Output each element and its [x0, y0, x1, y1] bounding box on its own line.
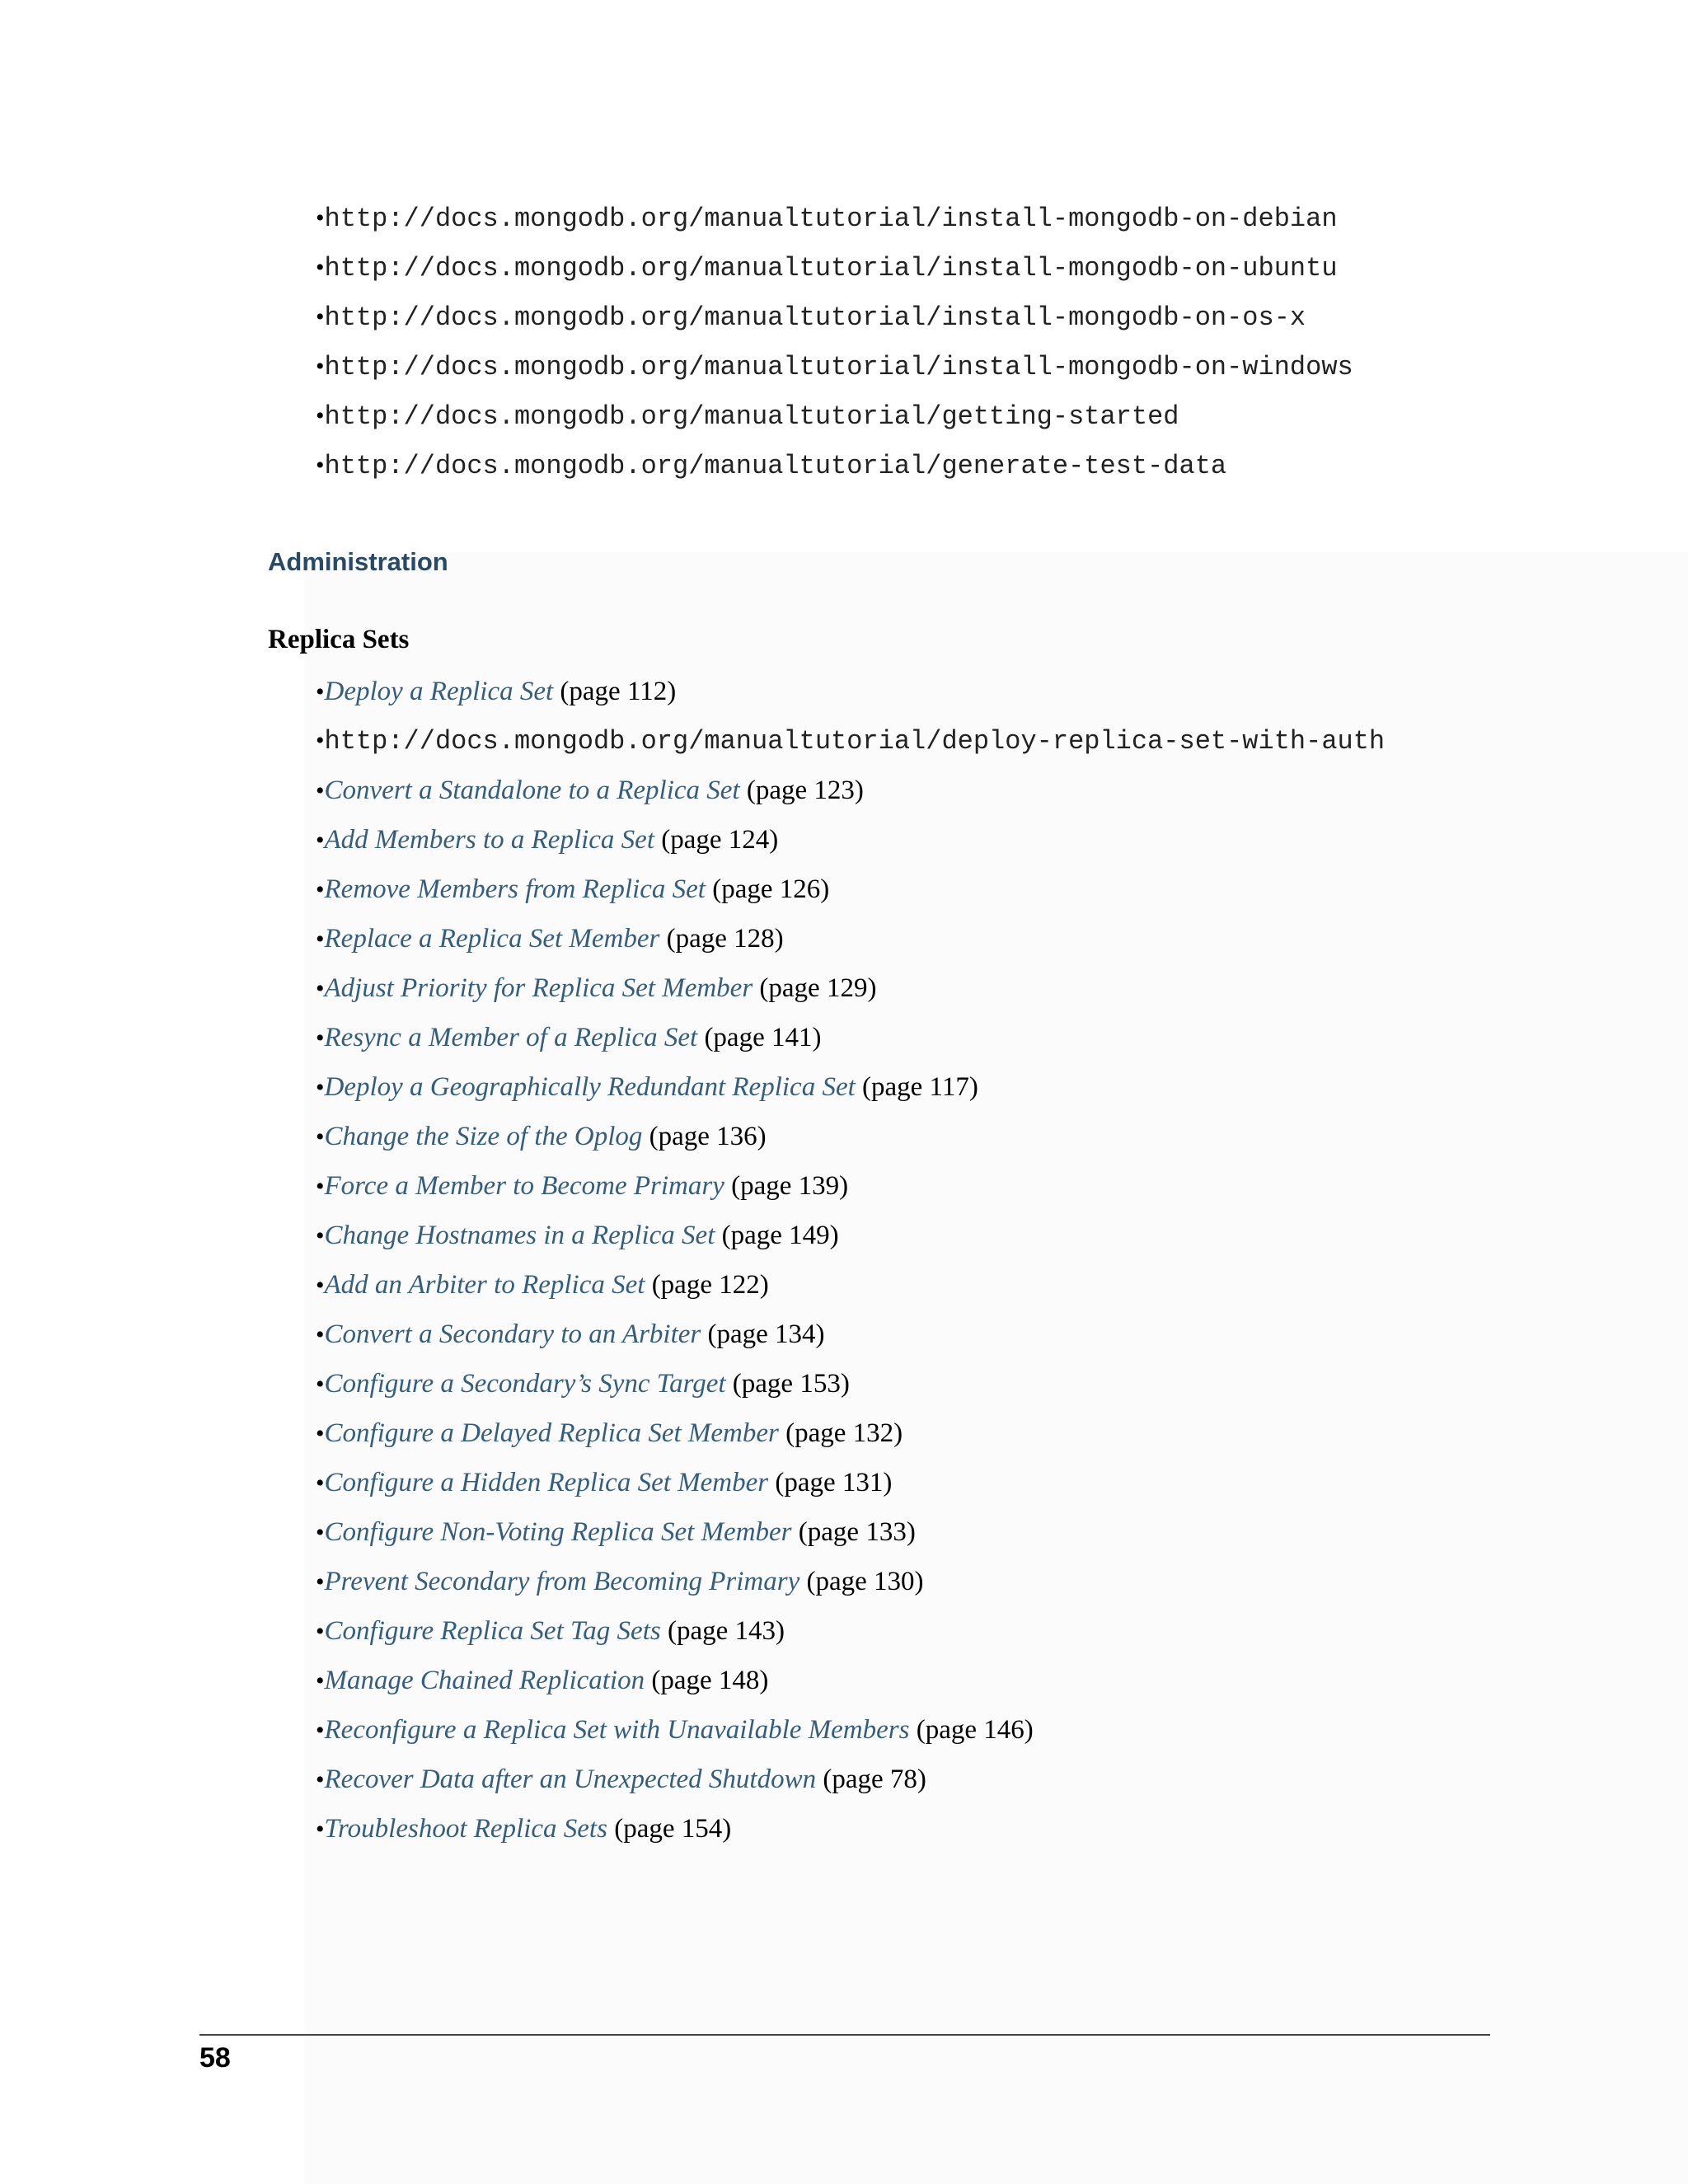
- page-reference: (page 128): [659, 924, 784, 954]
- install-link[interactable]: http://docs.mongodb.org/manualtutorial/generate-test-data: [324, 451, 1227, 481]
- page-reference: (page 154): [607, 1814, 732, 1844]
- bullet: •: [316, 402, 325, 429]
- install-link-list: [316, 199, 1353, 496]
- list-item: [316, 1464, 1385, 1513]
- list-item: [316, 348, 1353, 397]
- bullet: •: [316, 1173, 325, 1200]
- list-item: [316, 870, 1385, 920]
- tutorial-link[interactable]: Remove Members from Replica Set: [324, 874, 706, 904]
- tutorial-link[interactable]: Configure a Secondary’s Sync Target: [324, 1369, 726, 1399]
- list-item: [316, 1661, 1385, 1711]
- bullet: •: [316, 777, 325, 804]
- bullet: •: [316, 1766, 325, 1793]
- list-item: [316, 1315, 1385, 1365]
- page-reference: (page 123): [739, 776, 864, 805]
- tutorial-link[interactable]: Configure a Hidden Replica Set Member: [324, 1468, 769, 1497]
- tutorial-link[interactable]: Deploy a Replica Set: [324, 677, 554, 706]
- list-item: [316, 1414, 1385, 1464]
- list-item: [316, 920, 1385, 969]
- list-item: [316, 1068, 1385, 1118]
- list-item: [316, 447, 1353, 496]
- page-reference: (page 148): [645, 1666, 769, 1695]
- bullet: •: [316, 1568, 325, 1596]
- list-item: [316, 397, 1353, 447]
- bullet: •: [316, 1123, 325, 1151]
- bullet: •: [316, 727, 325, 754]
- list-item: [316, 1118, 1385, 1167]
- page-reference: (page 153): [725, 1369, 850, 1399]
- page-reference: (page 134): [701, 1319, 825, 1349]
- bullet: •: [316, 1816, 325, 1843]
- list-item: [316, 771, 1385, 821]
- bullet: •: [316, 1074, 325, 1101]
- list-item: [316, 1266, 1385, 1315]
- bullet: •: [316, 827, 325, 854]
- page-reference: (page 78): [816, 1765, 926, 1794]
- tutorial-link[interactable]: Add an Arbiter to Replica Set: [324, 1270, 645, 1300]
- tutorial-link[interactable]: Force a Member to Become Primary: [324, 1171, 724, 1201]
- bullet: •: [316, 254, 325, 281]
- list-item: [316, 1612, 1385, 1661]
- tutorial-link[interactable]: Convert a Standalone to a Replica Set: [324, 776, 740, 805]
- bullet: •: [316, 975, 325, 1002]
- tutorial-link[interactable]: Resync a Member of a Replica Set: [324, 1023, 698, 1052]
- tutorial-link[interactable]: Replace a Replica Set Member: [324, 924, 660, 954]
- page-reference: (page 122): [645, 1270, 769, 1300]
- bullet: •: [316, 1272, 325, 1299]
- tutorial-link[interactable]: Troubleshoot Replica Sets: [324, 1814, 607, 1844]
- list-item: [316, 673, 1385, 722]
- list-item: [316, 1019, 1385, 1068]
- bullet: •: [316, 1321, 325, 1348]
- list-item: [316, 821, 1385, 870]
- bullet: •: [316, 1717, 325, 1744]
- install-link[interactable]: http://docs.mongodb.org/manualtutorial/install-mongodb-on-os-x: [324, 302, 1306, 333]
- page-reference: (page 112): [553, 677, 677, 706]
- page-reference: (page 149): [715, 1221, 839, 1250]
- list-item: [316, 1513, 1385, 1563]
- bullet: •: [316, 1618, 325, 1645]
- tutorial-link[interactable]: Configure a Delayed Replica Set Member: [324, 1418, 779, 1448]
- bullet: •: [316, 204, 325, 232]
- bullet: •: [316, 1024, 325, 1052]
- page-reference: (page 136): [642, 1122, 767, 1151]
- bullet: •: [316, 353, 325, 380]
- page-reference: (page 117): [855, 1072, 978, 1102]
- bullet: •: [316, 1420, 325, 1447]
- tutorial-link[interactable]: Prevent Secondary from Becoming Primary: [324, 1567, 800, 1596]
- tutorial-link[interactable]: Manage Chained Replication: [324, 1666, 645, 1695]
- tutorial-url[interactable]: http://docs.mongodb.org/manualtutorial/deploy-replica-set-with-auth: [324, 726, 1386, 757]
- install-link[interactable]: http://docs.mongodb.org/manualtutorial/install-mongodb-on-windows: [324, 352, 1353, 382]
- page-reference: (page 126): [705, 874, 830, 904]
- list-item: [316, 249, 1353, 298]
- page-reference: (page 129): [753, 973, 877, 1003]
- bullet: •: [316, 1667, 325, 1694]
- list-item: [316, 722, 1385, 771]
- bullet: •: [316, 678, 325, 705]
- list-item: [316, 1563, 1385, 1612]
- page-reference: (page 132): [778, 1418, 903, 1448]
- replica-set-tutorial-list: [316, 673, 1385, 1859]
- bullet: •: [316, 303, 325, 330]
- page-reference: (page 130): [799, 1567, 924, 1596]
- bullet: •: [316, 1222, 325, 1249]
- bullet: •: [316, 876, 325, 903]
- tutorial-link[interactable]: Deploy a Geographically Redundant Replica Set: [324, 1072, 856, 1102]
- bullet: •: [316, 1519, 325, 1546]
- tutorial-link[interactable]: Add Members to a Replica Set: [324, 825, 654, 855]
- page-reference: (page 146): [909, 1715, 1034, 1745]
- page-number: 58: [199, 2042, 231, 2074]
- tutorial-link[interactable]: Configure Replica Set Tag Sets: [324, 1616, 661, 1646]
- section-heading-administration: Administration: [268, 547, 448, 576]
- tutorial-link[interactable]: Change the Size of the Oplog: [324, 1122, 643, 1151]
- bullet: •: [316, 1469, 325, 1497]
- list-item: [316, 1711, 1385, 1760]
- bullet: •: [316, 926, 325, 953]
- tutorial-link[interactable]: Configure Non-Voting Replica Set Member: [324, 1517, 792, 1547]
- tutorial-link[interactable]: Recover Data after an Unexpected Shutdown: [324, 1765, 817, 1794]
- page-reference: (page 143): [660, 1616, 785, 1646]
- page-reference: (page 131): [768, 1468, 893, 1497]
- page-reference: (page 124): [654, 825, 779, 855]
- list-item: [316, 1810, 1385, 1859]
- list-item: [316, 1760, 1385, 1810]
- page-reference: (page 133): [791, 1517, 916, 1547]
- tutorial-link[interactable]: Adjust Priority for Replica Set Member: [324, 973, 753, 1003]
- list-item: [316, 1365, 1385, 1414]
- footer-divider: [199, 2034, 1490, 2036]
- tutorial-link[interactable]: Change Hostnames in a Replica Set: [324, 1221, 715, 1250]
- install-link[interactable]: http://docs.mongodb.org/manualtutorial/install-mongodb-on-ubuntu: [324, 253, 1338, 284]
- page-reference: (page 139): [724, 1171, 849, 1201]
- list-item: [316, 1216, 1385, 1266]
- list-item: [316, 199, 1353, 249]
- list-item: [316, 298, 1353, 348]
- page-reference: (page 141): [697, 1023, 822, 1052]
- tutorial-link[interactable]: Convert a Secondary to an Arbiter: [324, 1319, 701, 1349]
- bullet: •: [316, 1371, 325, 1398]
- list-item: [316, 969, 1385, 1019]
- list-item: [316, 1167, 1385, 1216]
- install-link[interactable]: http://docs.mongodb.org/manualtutorial/getting-started: [324, 401, 1179, 432]
- install-link[interactable]: http://docs.mongodb.org/manualtutorial/install-mongodb-on-debian: [324, 204, 1338, 234]
- tutorial-link[interactable]: Reconfigure a Replica Set with Unavailable Members: [324, 1715, 910, 1745]
- subsection-heading-replica-sets: Replica Sets: [268, 625, 410, 654]
- bullet: •: [316, 452, 325, 479]
